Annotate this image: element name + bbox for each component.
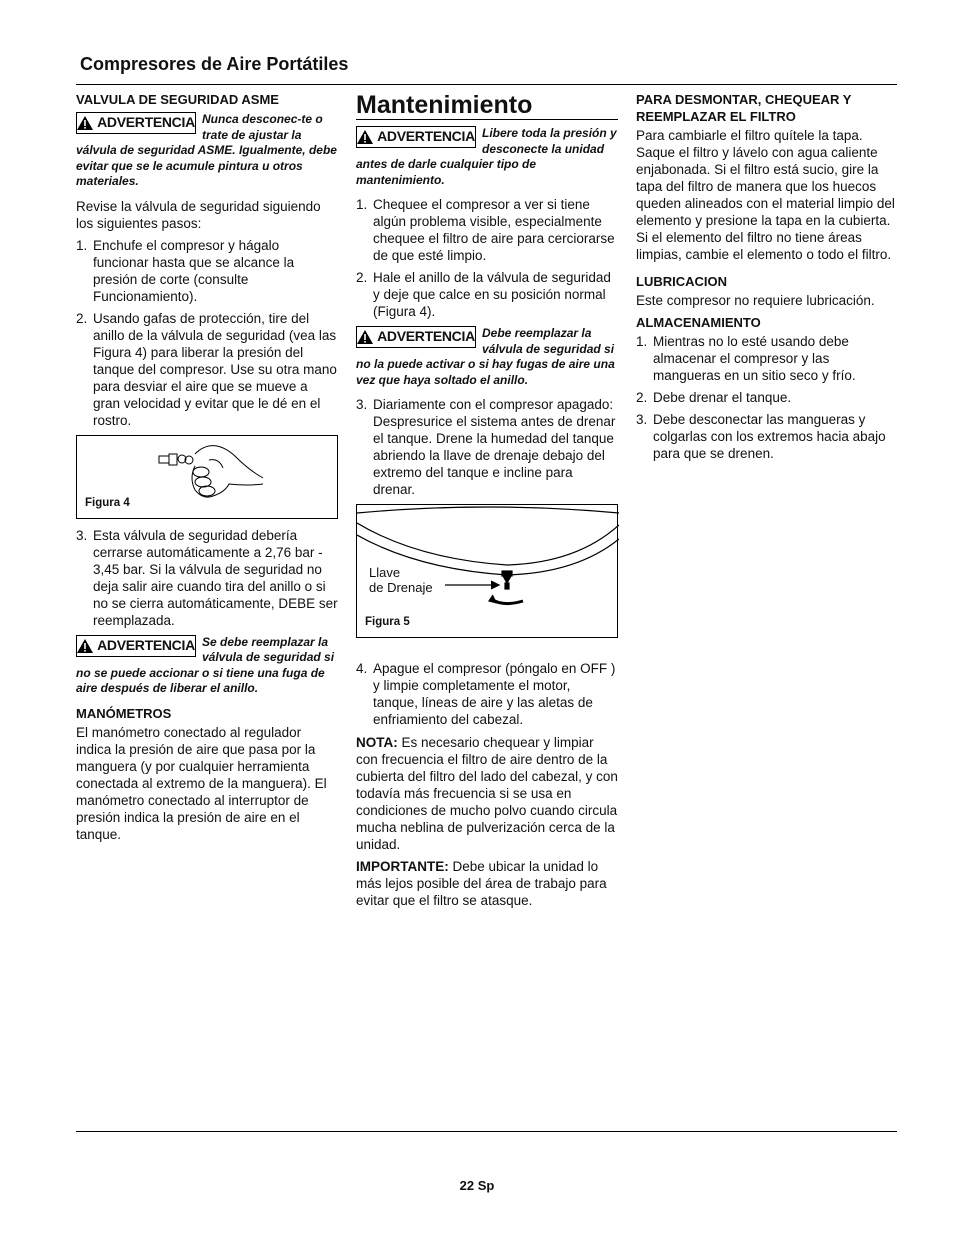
column-middle: [356, 91, 618, 914]
figure-caption: Figura 5: [365, 616, 410, 628]
note-paragraph: NOTA: Es necesario chequear y limpiar con frecuencia el filtro de aire dentro de la cubierta del filtro del lado del cabezal, y con todavía más frecuencia si se usa en condiciones de mucho polvo cuando circula mucha neblina de pulverización cerca de la unidad.: [356, 735, 618, 852]
warning-box-replace-valve: [76, 635, 338, 697]
section-title: Mantenimiento: [356, 91, 618, 120]
lubrication-heading: LUBRICACION: [636, 274, 727, 289]
warning-text: Nunca desconec-te o trate de ajustar la válvula de seguridad ASME. Igualmente, debe evitar que se le acumule pintura u otros materiales.: [76, 112, 337, 188]
warning-text: Se debe reemplazar la válvula de seguridad si no se puede accionar o si tiene una fuga de aire después de liberar el anillo.: [76, 634, 335, 695]
column-left: [76, 91, 338, 848]
figure-5: [356, 504, 618, 638]
warning-triangle-icon: [77, 116, 93, 130]
paragraph: Revise la válvula de seguridad siguiendo los siguientes pasos:: [76, 198, 321, 231]
figure-4: [76, 435, 338, 519]
gauges-heading: MANÓMETROS: [76, 705, 172, 721]
drain-valve-label: Llave de Drenaje: [369, 565, 433, 595]
page-number: 22 Sp: [459, 1178, 495, 1193]
list-item: 1. Mientras no lo esté usando debe almacenar el compresor y las mangueras en un sitio seco y frío.: [636, 334, 856, 383]
steps-list: [356, 196, 618, 320]
list-item: 4. Apague el compresor (póngalo en OFF ) y limpie completamente el motor, tanque, líneas de aire y las aletas de enfriamiento del cabezal.: [356, 661, 616, 727]
page-header-title: Compresores de Aire Portátiles: [80, 54, 349, 74]
warning-box-asme: [76, 112, 338, 190]
warning-text: Libere toda la presión y desconecte la unidad antes de darle cualquier tipo de mantenimiento.: [356, 126, 617, 187]
storage-heading: ALMACENAMIENTO: [636, 315, 761, 330]
list-item: 3. Debe desconectar las mangueras y colgarlas con los extremos hacia abajo para que se drenen.: [636, 412, 886, 461]
warning-badge: ADVERTENCIA: [76, 635, 196, 657]
steps-list: [636, 333, 898, 462]
warning-triangle-icon: [357, 130, 373, 144]
list-item: 3. Diariamente con el compresor apagado: Despresurice el sistema antes de drenar el tanque. Drene la humedad del tanque abriendo la llave de drenaje debajo del extremo del tanque e incline para drenar.: [356, 397, 616, 497]
steps-list: [76, 237, 338, 429]
important-paragraph: IMPORTANTE: Debe ubicar la unidad lo más lejos posible del área de trabajo para evitar que el filtro se atasque.: [356, 859, 607, 908]
warning-badge: ADVERTENCIA: [76, 112, 196, 134]
filter-heading: PARA DESMONTAR, CHEQUEAR Y REEMPLAZAR EL FILTRO: [636, 92, 852, 124]
steps-list: [356, 396, 618, 498]
warning-box-maintenance: [356, 126, 618, 188]
asme-heading: VALVULA DE SEGURIDAD ASME: [76, 92, 279, 107]
warning-badge: ADVERTENCIA: [356, 326, 476, 348]
steps-list: [356, 660, 618, 728]
figure-caption: Figura 4: [85, 496, 130, 509]
list-item: 2. Debe drenar el tanque.: [636, 390, 792, 405]
warning-badge: ADVERTENCIA: [356, 126, 476, 148]
list-item: 2. Usando gafas de protección, tire del anillo de la válvula de seguridad (vea las Figura 4) para liberar la presión del tanque del compresor. Use su otra mano para desviar el aire que se mueve a gran velocidad y evitar que le dé en el rostro.: [76, 310, 337, 428]
header-rule: [76, 84, 897, 85]
paragraph: Para cambiarle el filtro quítele la tapa. Saque el filtro y lávelo con agua caliente enjabonada. Si el filtro está sucio, gire la tapa del filtro de manera que los huecos queden alineados con el material limpio del elemento y presione la tapa en la cubierta. Si el elemento del filtro no tiene áreas limpias, cambie el elemento o todo el filtro.: [636, 128, 895, 262]
list-item: 1. Chequee el compresor a ver si tiene algún problema visible, especialmente chequee el filtro de aire para cerciorarse de que esté limpio.: [356, 197, 615, 263]
list-item: 1. Enchufe el compresor y hágalo funcionar hasta que se alcance la presión de corte (consulte Funcionamiento).: [76, 237, 295, 304]
list-item: 2. Hale el anillo de la válvula de seguridad y deje que calce en su posición normal (Figura 4).: [356, 270, 611, 319]
footer-rule: [76, 1131, 897, 1132]
warning-triangle-icon: [357, 330, 373, 344]
list-item: 3. Esta válvula de seguridad debería cerrarse automáticamente a 2,76 bar - 3,45 bar. Si la válvula de seguridad no deja salir aire cuando tira del anillo o si no se cierra automáticamente, DEBE ser reemplazada.: [76, 527, 338, 628]
warning-text: Debe reemplazar la válvula de seguridad si no la puede activar o si hay fugas de aire una vez que haya soltado el anillo.: [356, 326, 615, 387]
warning-triangle-icon: [77, 639, 93, 653]
paragraph: Este compresor no requiere lubricación.: [636, 293, 875, 308]
warning-box-replace-valve: [356, 326, 618, 388]
paragraph: El manómetro conectado al regulador indica la presión de aire que pasa por la manguera (y por cualquier herramienta conectada al extremo de la manguera). El manómetro conectado al interruptor de presión indica la presión de aire en el tanque.: [76, 724, 327, 842]
steps-list: [76, 527, 338, 629]
column-right: [636, 91, 898, 468]
